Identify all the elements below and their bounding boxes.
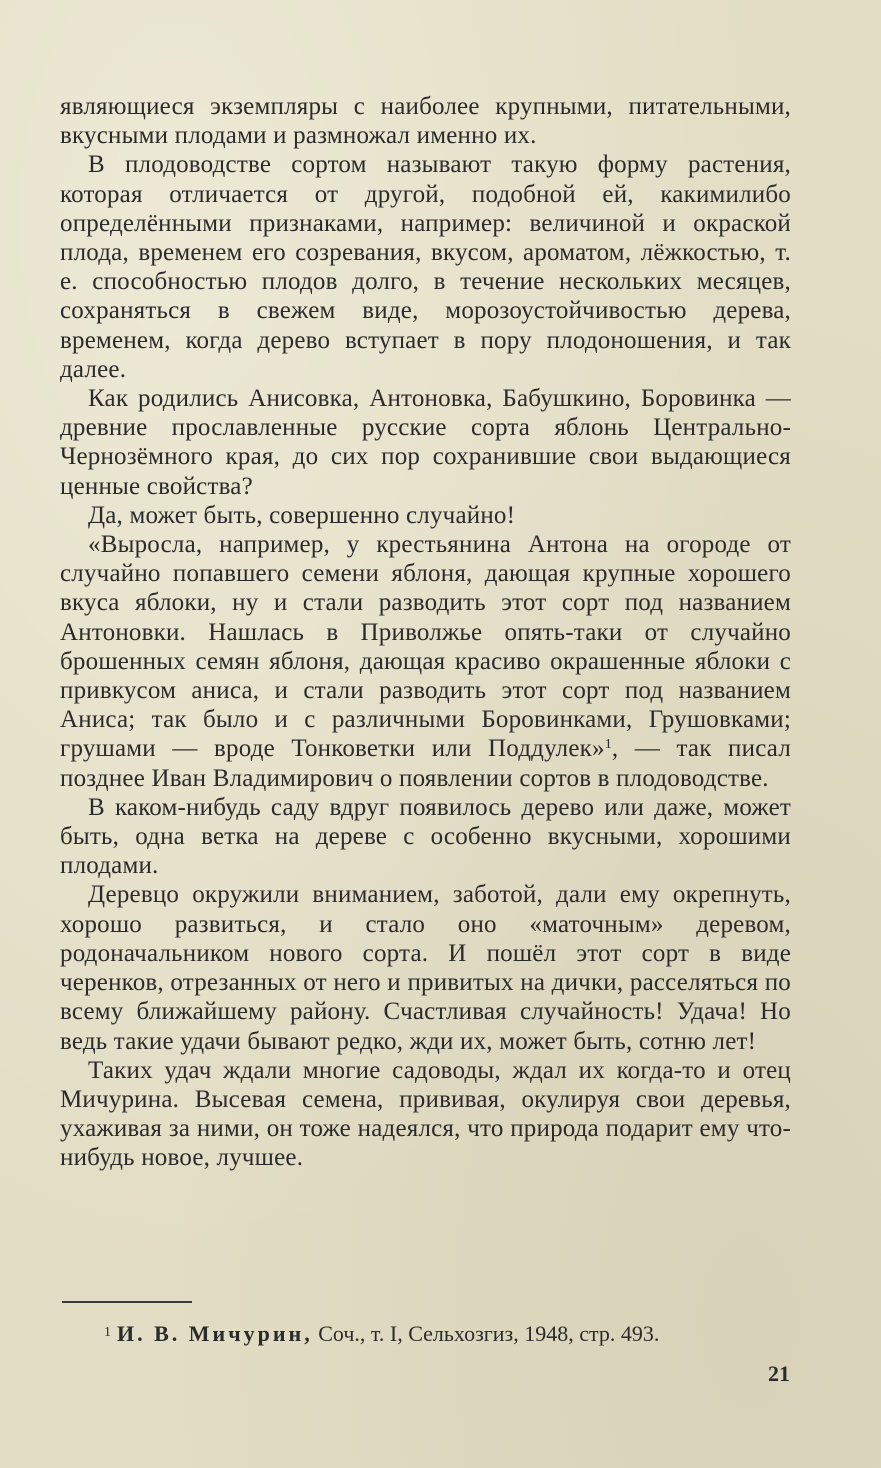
- footnote-marker: 1: [104, 1325, 111, 1340]
- paragraph-4: Да, может быть, совершенно случайно!: [88, 501, 516, 529]
- footnote-reference: 1: [604, 737, 612, 753]
- paragraph-5-quote: [60, 530, 791, 793]
- main-text: [60, 92, 791, 1173]
- paragraph-7: Деревцо окружили вниманием, заботой, дали ему окрепнуть, хорошо развиться, и стало оно «маточным» деревом, родоначальником нового сорта. И пошёл этот сорт в виде черенков, отрезанных от него и привитых на дички, расселяться по всему ближайшему району. Счастливая случайность! Удача! Но ведь такие удачи бывают редко, жди их, может быть, сотню лет!: [60, 881, 791, 1055]
- paragraph-2: В плодоводстве сортом называют такую форму растения, которая отличается от другой, подобной ей, какимилибо определёнными признаками, например: величиной и окраской плода, временем его созревания, вкусом, ароматом, лёжкостью, т. е. способностью плодов долго, в течение нескольких месяцев, сохраняться в свежем виде, морозоустойчивостью дерева, временем, когда дерево вступает в пору плодоношения, и так далее.: [60, 151, 791, 383]
- paragraph-1: являющиеся экземпляры с наиболее крупными, питательными, вкусными плодами и размножал именно их.: [60, 93, 791, 150]
- footnote-author: И. В. Мичурин,: [117, 1321, 313, 1346]
- footnote-source: Соч., т. I, Сельхозгиз, 1948, стр. 493.: [312, 1321, 660, 1346]
- paragraph-6: В каком-нибудь саду вдруг появилось дерево или даже, может быть, одна ветка на дереве с особенно вкусными, хорошими плодами.: [60, 793, 791, 880]
- page-number: 21: [768, 1361, 790, 1386]
- quote-text: «Выросла, например, у крестьянина Антона на огороде от случайно попавшего семени яблоня, дающая крупные хорошего вкуса яблоки, ну и стали разводить этот сорт под названием Антоновки. Нашлась в Приволжье опять-таки от случайно брошенных семян яблоня, дающая красиво окрашенные яблоки с привкусом аниса, и стали разводить этот сорт под названием Аниса; так было и с различными Боровинками, Грушовками; грушами — вроде Тонковетки или Поддулек»: [60, 531, 791, 763]
- footnote: [104, 1320, 804, 1347]
- footnote-divider: [62, 1301, 192, 1303]
- quote-attribution: , — так писал позднее Иван Владимирович о появлении сортов в плодоводстве.: [60, 735, 791, 792]
- paragraph-3: Как родились Анисовка, Антоновка, Бабушкино, Боровинка — древние прославленные русские сорта яблонь Центрально-Чернозёмного края, до сих пор сохранившие свои выдающиеся ценные свойства?: [60, 385, 791, 500]
- paragraph-8: Таких удач ждали многие садоводы, ждал их когда-то и отец Мичурина. Высевая семена, прививая, окулируя свои деревья, ухаживая за ними, он тоже надеялся, что природа подарит ему что-нибудь новое, лучшее.: [60, 1056, 791, 1172]
